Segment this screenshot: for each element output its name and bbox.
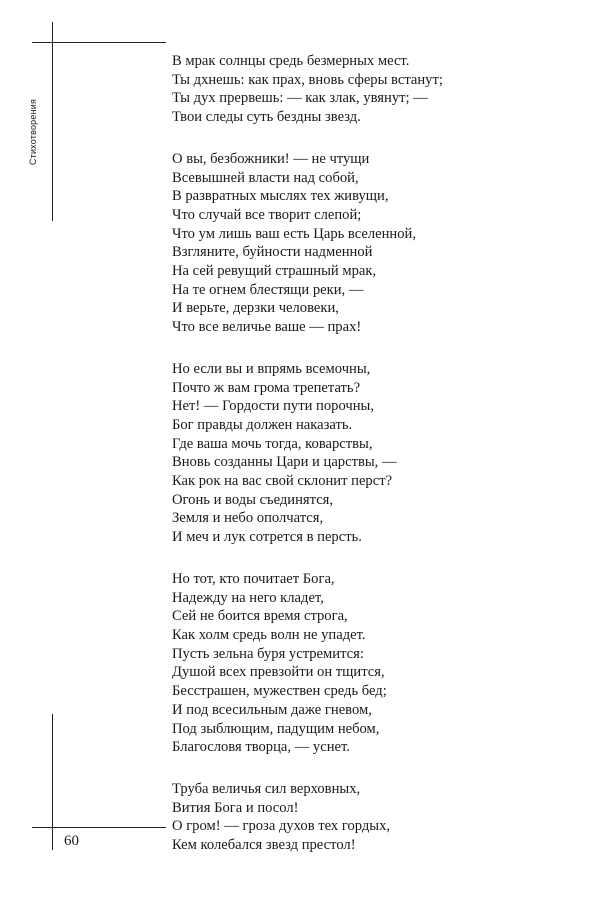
poem-line: Что ум лишь ваш есть Царь вселенной, [172, 225, 416, 242]
stanza [172, 570, 572, 757]
poem-line: Что случай все творит слепой; [172, 206, 362, 223]
poem-line: Ты дух прервешь: — как злак, увянут; — [172, 90, 428, 107]
poem-line: Вновь созданны Цари и царствы, — [172, 454, 397, 471]
poem-line: В мрак солнцы средь безмерных мест. [172, 53, 410, 69]
poem-line: Ты дхнешь: как прах, вновь сферы встанут; [172, 71, 443, 88]
running-section-title: Стихотворения [28, 98, 38, 166]
bottom-vertical-rule [52, 714, 53, 850]
poem-line: Взгляните, буйности надменной [172, 244, 373, 261]
page-number: 60 [64, 833, 79, 849]
poem-line: В развратных мыслях тех живущи, [172, 188, 389, 205]
poem-line: Но если вы и впрямь всемочны, [172, 360, 371, 377]
poem-line: О гром! — гроза духов тех гордых, [172, 818, 391, 835]
stanza [172, 360, 572, 547]
poem-line: Почто ж вам грома трепетать? [172, 379, 361, 396]
poem-line: Труба величья сил верховных, [172, 780, 361, 797]
stanza [172, 780, 572, 855]
poem-line: Благословя творца, — уснет. [172, 739, 350, 756]
poem-line: Под зыблющим, падущим небом, [172, 720, 380, 737]
stanza [172, 52, 572, 127]
poem-line: О вы, безбожники! — не чтущи [172, 150, 370, 167]
poem-line: Как рок на вас свой склонит перст? [172, 473, 393, 490]
poem-line: Сей не боится время строга, [172, 608, 348, 625]
poem-line: И верьте, дерзки человеки, [172, 300, 339, 317]
poem-line: Кем колебался звезд престол! [172, 837, 356, 854]
poem-line: Огонь и воды съединятся, [172, 491, 334, 508]
poem-text [172, 52, 572, 878]
poem-line: Всевышней власти над собой, [172, 169, 359, 186]
poem-line: И под всесильным даже гневом, [172, 701, 372, 718]
poem-line: Душой всех превзойти он тщится, [172, 664, 385, 681]
poem-line: Бесстрашен, мужествен средь бед; [172, 683, 387, 700]
bottom-horizontal-rule [32, 827, 166, 828]
poem-line: И меч и лук сотрется в персть. [172, 529, 362, 546]
poem-line: Но тот, кто почитает Бога, [172, 570, 335, 587]
poem-line: Бог правды должен наказать. [172, 416, 353, 433]
poem-line: Пусть зельна буря устремится: [172, 645, 364, 662]
poem-line: На сей ревущий страшный мрак, [172, 263, 377, 280]
poem-line: Вития Бога и посол! [172, 799, 299, 816]
stanza [172, 150, 572, 337]
poem-line: На те огнем блестящи реки, — [172, 281, 364, 298]
top-vertical-rule [52, 22, 53, 221]
poem-line: Надежду на него кладет, [172, 589, 324, 606]
poem-line: Что все величье ваше — прах! [172, 319, 362, 336]
poem-line: Твои следы суть бездны звезд. [172, 109, 361, 126]
poem-line: Земля и небо ополчатся, [172, 510, 324, 527]
poem-line: Где ваша мочь тогда, коварствы, [172, 435, 373, 452]
poem-line: Нет! — Гордости пути порочны, [172, 398, 374, 415]
poem-line: Как холм средь волн не упадет. [172, 626, 366, 643]
